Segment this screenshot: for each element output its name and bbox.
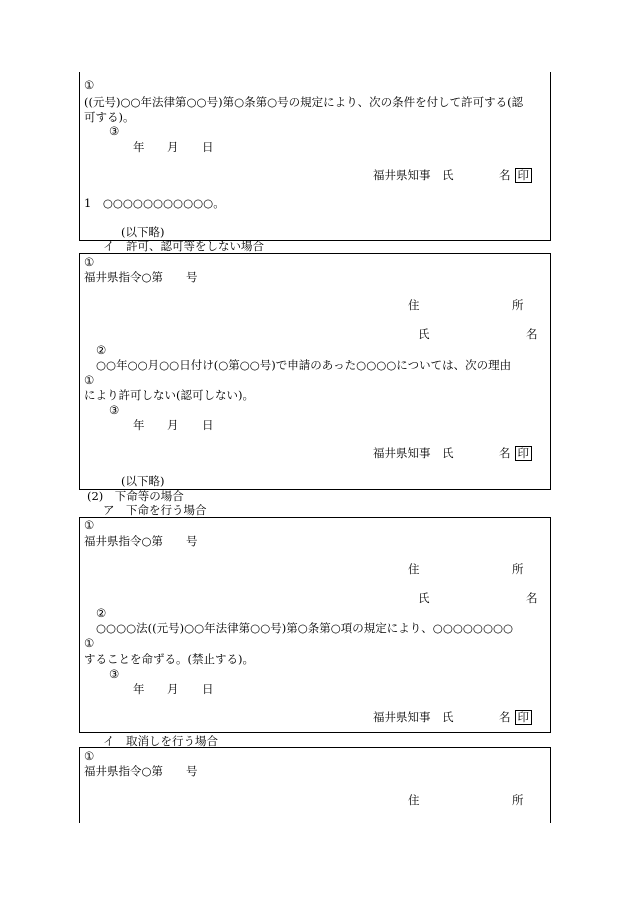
name-char: 名 bbox=[499, 168, 511, 182]
date-year-label: 年 bbox=[133, 140, 145, 154]
signer-label: 福井県知事 氏 bbox=[373, 168, 454, 182]
circled-number: ① bbox=[84, 373, 95, 387]
circled-number: ③ bbox=[109, 403, 120, 417]
address-label: 所 bbox=[512, 562, 524, 576]
seal-mark: 印 bbox=[515, 168, 533, 183]
date-month-label: 月 bbox=[167, 682, 179, 696]
circled-number: ② bbox=[96, 606, 107, 620]
notice-box-revocation bbox=[79, 747, 551, 823]
notice-body-line: により許可しない(認可しない)。 bbox=[84, 388, 254, 402]
seal-mark: 印 bbox=[515, 710, 533, 725]
address-label: 所 bbox=[512, 298, 524, 312]
circled-number: ① bbox=[84, 78, 95, 92]
name-char: 名 bbox=[499, 446, 511, 460]
date-day-label: 日 bbox=[202, 418, 214, 432]
order-number: 福井県指令○第 号 bbox=[84, 534, 198, 548]
omitted-note: (以下略) bbox=[121, 474, 165, 488]
circled-number: ③ bbox=[109, 124, 120, 138]
notice-body-line: 可する)。 bbox=[84, 110, 135, 124]
notice-body-line: ((元号)○○年法律第○○号)第○条第○号の規定により、次の条件を付して許可する(認 bbox=[84, 95, 524, 109]
notice-body-line: ○○○○法((元号)○○年法律第○○号)第○条第○項の規定により、○○○○○○○○ bbox=[96, 621, 514, 635]
address-label: 住 bbox=[408, 298, 420, 312]
circled-number: ① bbox=[84, 749, 95, 763]
section-heading: (2) 下命等の場合 bbox=[87, 489, 184, 503]
name-label: 名 bbox=[526, 327, 538, 341]
circled-number: ② bbox=[96, 343, 107, 357]
address-label: 所 bbox=[512, 793, 524, 807]
address-label: 住 bbox=[408, 562, 420, 576]
notice-body-line: することを命ずる。(禁止する)。 bbox=[84, 652, 254, 666]
signer-name-label bbox=[499, 446, 532, 461]
section-heading: イ 取消しを行う場合 bbox=[103, 734, 218, 748]
condition-item: 1 ○○○○○○○○○○○。 bbox=[84, 196, 225, 210]
circled-number: ① bbox=[84, 518, 95, 532]
name-label: 氏 bbox=[418, 327, 430, 341]
omitted-note: (以下略) bbox=[121, 225, 165, 239]
name-char: 名 bbox=[499, 710, 511, 724]
circled-number: ① bbox=[84, 255, 95, 269]
signer-name-label bbox=[499, 710, 532, 725]
date-day-label: 日 bbox=[202, 682, 214, 696]
date-month-label: 月 bbox=[167, 140, 179, 154]
circled-number: ① bbox=[84, 636, 95, 650]
date-month-label: 月 bbox=[167, 418, 179, 432]
section-heading: イ 許可、認可等をしない場合 bbox=[103, 239, 264, 253]
date-day-label: 日 bbox=[202, 140, 214, 154]
date-year-label: 年 bbox=[133, 418, 145, 432]
section-heading: ア 下命を行う場合 bbox=[103, 503, 207, 517]
notice-body-line: ○○年○○月○○日付け(○第○○号)で申請のあった○○○○については、次の理由 bbox=[96, 358, 512, 372]
name-label: 名 bbox=[526, 591, 538, 605]
date-year-label: 年 bbox=[133, 682, 145, 696]
order-number: 福井県指令○第 号 bbox=[84, 270, 198, 284]
seal-mark: 印 bbox=[515, 446, 533, 461]
circled-number: ③ bbox=[109, 667, 120, 681]
signer-name-label bbox=[499, 168, 532, 183]
name-label: 氏 bbox=[418, 591, 430, 605]
order-number: 福井県指令○第 号 bbox=[84, 764, 198, 778]
signer-label: 福井県知事 氏 bbox=[373, 710, 454, 724]
address-label: 住 bbox=[408, 793, 420, 807]
signer-label: 福井県知事 氏 bbox=[373, 446, 454, 460]
